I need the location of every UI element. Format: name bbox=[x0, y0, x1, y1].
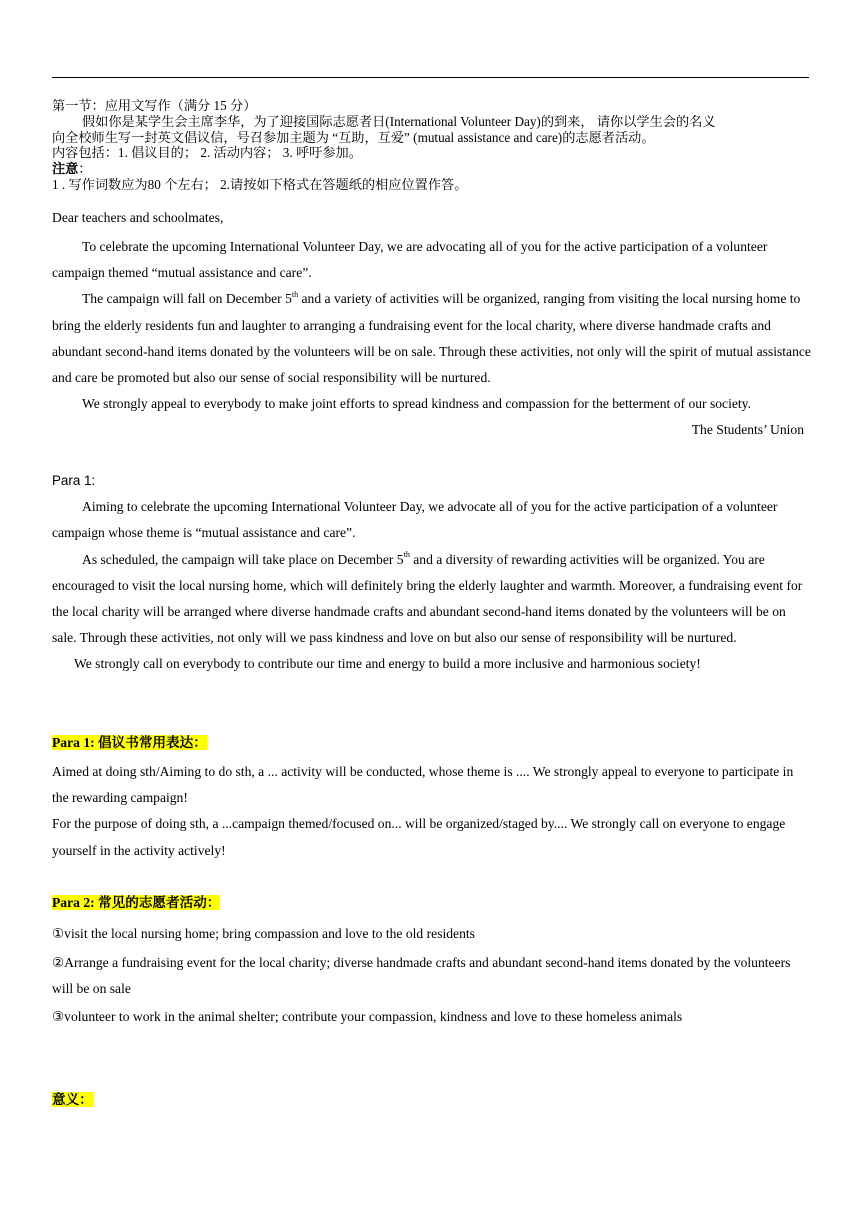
revised-p2-start: As scheduled, the campaign will take place on December 5 bbox=[82, 551, 404, 567]
para1-heading: Para 1: 倡议书常用表达： bbox=[52, 735, 207, 750]
notice-label: 注意 bbox=[52, 161, 79, 177]
volunteer-activity-2: ②Arrange a fundraising event for the local charity; diverse handmade crafts and abundant second-hand items donated by the volunteers will be on sale bbox=[52, 955, 791, 997]
sample-paragraph-3: We strongly appeal to everybody to make joint efforts to spread kindness and compassion for the betterment of our society. bbox=[82, 396, 751, 412]
para1-expression-2: For the purpose of doing sth, a ...campaign themed/focused on... will be organized/staged by.... We strongly call on everyone to engage yourself in the activity actively! bbox=[52, 816, 786, 858]
task-line-1: 假如你是某学生会主席李华，为了迎接国际志愿者日(International Volunteer Day)的到来， 请你以学生会的名义 bbox=[82, 113, 716, 129]
para2-expressions bbox=[52, 891, 812, 1030]
para2-heading: Para 2: 常见的志愿者活动： bbox=[52, 895, 221, 910]
sample-paragraph-1: To celebrate the upcoming International Volunteer Day, we are advocating all of you for the active participation of a volunteer campaign themed “mutual assistance and care”. bbox=[52, 239, 768, 281]
notice-colon: ： bbox=[78, 161, 92, 177]
signature: The Students’ Union bbox=[691, 422, 804, 438]
content-line: 内容包括：1. 倡议目的； 2. 活动内容； 3. 呼吁参加。 bbox=[52, 145, 362, 161]
para1-expressions bbox=[52, 731, 812, 864]
sample-p2-rest: and a variety of activities will be organized, ranging from visiting the local nursing home to bring the elderly residents fun and laughter to arranging a fundraising event for the local charity, where diverse handmade crafts and abundant second-hand items donated by the volunteers will be on sale. Through these activities, not only will the spirit of mutual assistance and care be promoted but also our sense of social responsibility will be nurtured. bbox=[52, 291, 811, 386]
sample-p2-sup: th bbox=[291, 289, 299, 299]
sample-paragraph-2 bbox=[52, 286, 812, 391]
sample-p2-start: The campaign will fall on December 5 bbox=[82, 291, 292, 307]
top-rule bbox=[52, 77, 809, 78]
greeting: Dear teachers and schoolmates, bbox=[52, 210, 224, 225]
sample-letter bbox=[52, 208, 812, 444]
meaning-section bbox=[52, 1088, 812, 1112]
revised-paragraph-2 bbox=[52, 547, 812, 652]
section-title: 第一节：应用文写作（满分 15 分） bbox=[52, 98, 257, 113]
meaning-heading: 意义： bbox=[52, 1092, 93, 1107]
volunteer-activity-1: ①visit the local nursing home; bring compassion and love to the old residents bbox=[52, 926, 475, 941]
revised-p2-rest: and a diversity of rewarding activities will be organized. You are encouraged to visit the local nursing home, which will definitely bring the elderly laughter and warmth. Moreover, a fundraising event for the local charity will be arranged where diverse handmade crafts and abundant second-hand items donated by the volunteers will be on sale. Through these activities, not only will we pass kindness and love on but also our sense of responsibility will be nurtured. bbox=[52, 551, 803, 646]
notice-line: 1 . 写作词数应为80 个左右； 2.请按如下格式在答题纸的相应位置作答。 bbox=[52, 176, 468, 192]
volunteer-activity-3: ③volunteer to work in the animal shelter; contribute your compassion, kindness and love to these homeless animals bbox=[52, 1008, 683, 1024]
notice-line-label bbox=[52, 161, 812, 177]
task-line-2: 向全校师生写一封英文倡议信，号召参加主题为 “互助，互爱” (mutual assistance and care)的志愿者活动。 bbox=[52, 129, 655, 145]
task-header bbox=[52, 98, 812, 193]
revised-paragraph-3: We strongly call on everybody to contribute our time and energy to build a more inclusive and harmonious society! bbox=[74, 656, 701, 672]
revised-letter bbox=[52, 468, 812, 678]
revised-paragraph-1: Aiming to celebrate the upcoming International Volunteer Day, we advocate all of you for the active participation of a volunteer campaign whose theme is “mutual assistance and care”. bbox=[52, 499, 778, 541]
revised-p2-sup: th bbox=[403, 550, 410, 560]
para1-expression-1: Aimed at doing sth/Aiming to do sth, a ... activity will be conducted, whose theme is .... We strongly appeal to everyone to participate in the rewarding campaign! bbox=[52, 764, 794, 806]
revised-label: Para 1: bbox=[52, 473, 96, 488]
